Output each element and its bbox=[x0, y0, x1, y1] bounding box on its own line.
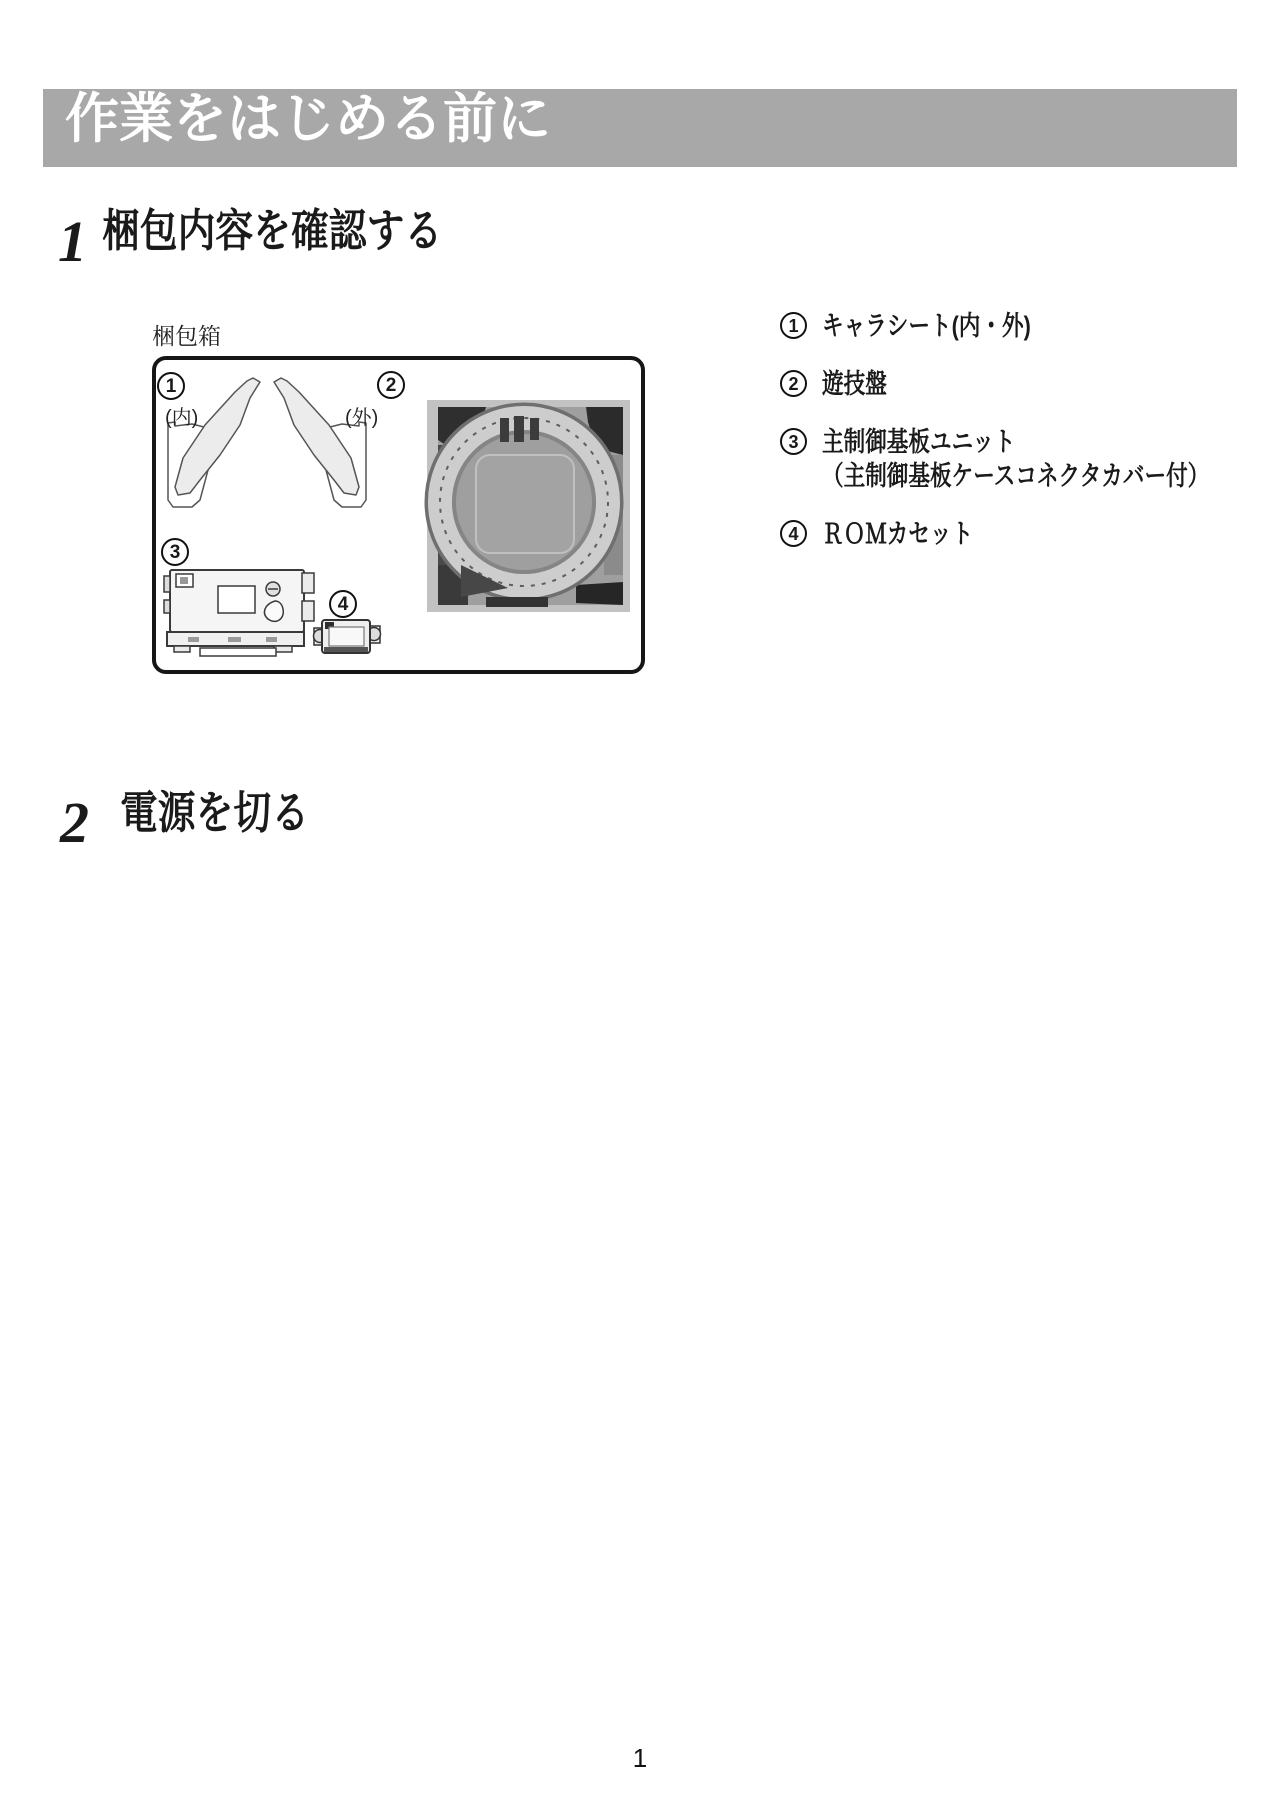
diagram-marker-3: 3 bbox=[161, 538, 189, 566]
sheet-label-inner: (内) bbox=[165, 407, 199, 429]
sheet-label-outer: (外) bbox=[345, 407, 379, 429]
section-header-bar bbox=[43, 89, 1237, 167]
step-2-number: 2 bbox=[60, 790, 89, 855]
item-label: 遊技盤 bbox=[822, 369, 887, 399]
item-number-3: 3 bbox=[780, 428, 807, 455]
sheet-inner-illustration bbox=[168, 378, 260, 507]
section-title: 作業をはじめる前に bbox=[65, 89, 551, 149]
packing-contents-illustration bbox=[156, 360, 641, 670]
step-1-title: 梱包内容を確認する bbox=[102, 205, 443, 256]
item-label-line2: （主制御基板ケースコネクタカバー付） bbox=[822, 461, 1210, 491]
rom-cassette-drawing bbox=[314, 620, 381, 653]
item-label: ＲＯＭカセット bbox=[822, 519, 974, 549]
contents-list bbox=[780, 309, 1280, 551]
board-photo bbox=[427, 400, 630, 612]
step-2-title: 電源を切る bbox=[120, 787, 310, 838]
diagram-marker-4: 4 bbox=[329, 590, 357, 618]
step-1-number: 1 bbox=[58, 209, 87, 274]
diagram-marker-2: 2 bbox=[377, 371, 405, 399]
main-board-unit-drawing bbox=[164, 570, 314, 656]
list-item bbox=[780, 367, 1280, 401]
list-item bbox=[780, 309, 1280, 343]
page-number: 1 bbox=[632, 1743, 648, 1773]
item-number-4: 4 bbox=[780, 520, 807, 547]
list-item bbox=[780, 517, 1280, 551]
packing-box-diagram bbox=[152, 356, 645, 674]
item-label: キャラシート(内・外) bbox=[822, 311, 1031, 341]
packing-box-label: 梱包箱 bbox=[152, 323, 221, 349]
item-label bbox=[822, 425, 1209, 493]
item-number-1: 1 bbox=[780, 312, 807, 339]
sheet-outer-illustration bbox=[274, 378, 366, 507]
diagram-marker-1: 1 bbox=[157, 372, 185, 400]
item-label-line1: 主制御基板ユニット bbox=[822, 427, 1016, 457]
item-number-2: 2 bbox=[780, 370, 807, 397]
list-item bbox=[780, 425, 1280, 493]
